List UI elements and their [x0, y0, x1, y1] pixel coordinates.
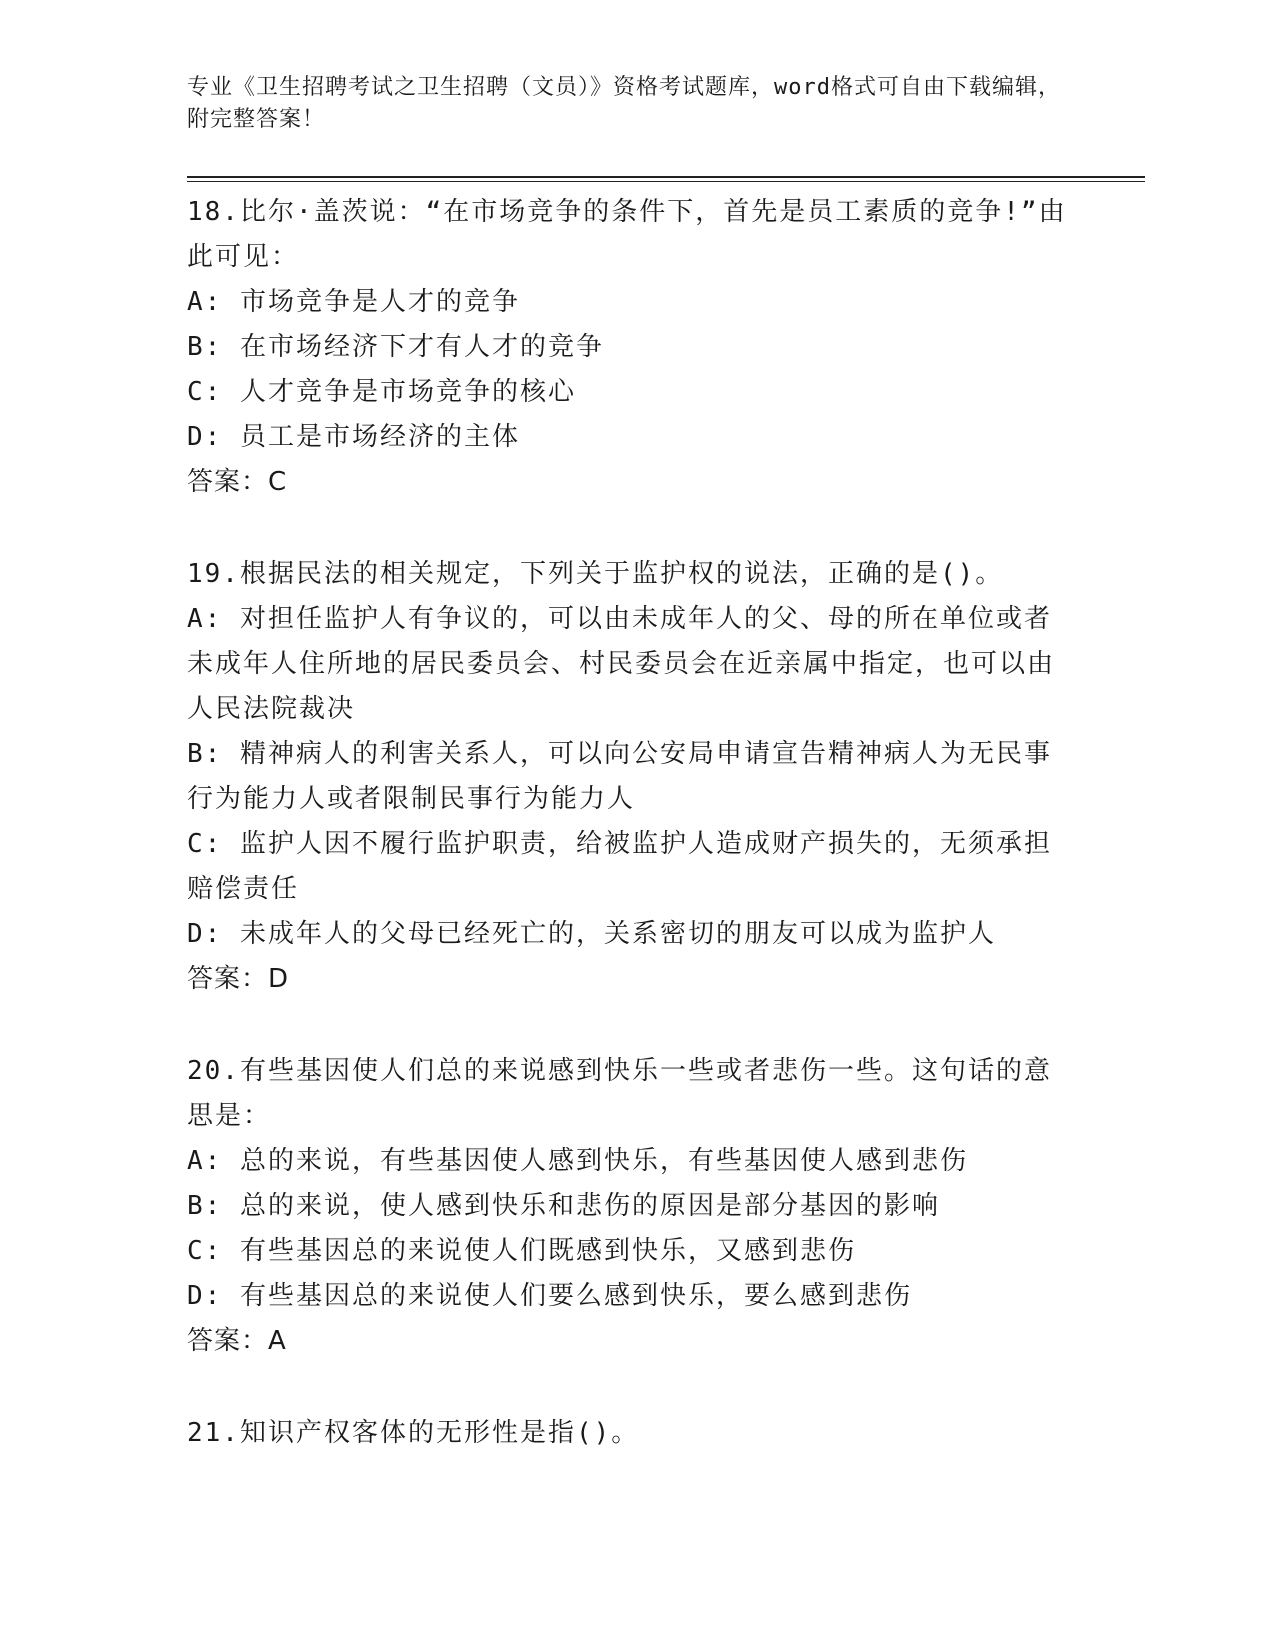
question-stem: 18.比尔·盖茨说：“在市场竞争的条件下，首先是员工素质的竞争!”由此可见： — [187, 197, 1067, 272]
question-21 — [187, 1411, 1067, 1456]
option-a: A: 市场竞争是人才的竞争 — [187, 287, 520, 317]
question-list — [187, 190, 1067, 1503]
answer-label: 答案：A — [187, 1326, 287, 1356]
question-20 — [187, 1049, 1067, 1364]
answer-label: 答案：D — [187, 964, 290, 994]
option-b: B: 总的来说，使人感到快乐和悲伤的原因是部分基因的影响 — [187, 1191, 940, 1221]
question-19 — [187, 552, 1067, 1002]
document-header: 专业《卫生招聘考试之卫生招聘（文员）》资格考试题库，word格式可自由下载编辑，附完整答案！ — [187, 75, 1061, 132]
option-d: D: 员工是市场经济的主体 — [187, 422, 520, 452]
option-d: D: 有些基因总的来说使人们要么感到快乐，要么感到悲伤 — [187, 1281, 912, 1311]
option-c: C: 人才竞争是市场竞争的核心 — [187, 377, 576, 407]
option-b: B: 精神病人的利害关系人，可以向公安局申请宣告精神病人为无民事行为能力人或者限制民事行为能力人 — [187, 739, 1052, 814]
option-c: C: 监护人因不履行监护职责，给被监护人造成财产损失的，无须承担赔偿责任 — [187, 829, 1052, 904]
answer-label: 答案：C — [187, 467, 288, 497]
header-divider-thick — [187, 176, 1145, 178]
option-b: B: 在市场经济下才有人才的竞争 — [187, 332, 604, 362]
question-18 — [187, 190, 1067, 505]
header-divider-thin — [187, 181, 1145, 182]
option-c: C: 有些基因总的来说使人们既感到快乐，又感到悲伤 — [187, 1236, 856, 1266]
question-stem: 21.知识产权客体的无形性是指()。 — [187, 1418, 640, 1448]
option-d: D: 未成年人的父母已经死亡的，关系密切的朋友可以成为监护人 — [187, 919, 996, 949]
option-a: A: 对担任监护人有争议的，可以由未成年人的父、母的所在单位或者未成年人住所地的居民委员会、村民委员会在近亲属中指定，也可以由人民法院裁决 — [187, 604, 1056, 724]
question-stem: 20.有些基因使人们总的来说感到快乐一些或者悲伤一些。这句话的意思是： — [187, 1056, 1052, 1131]
question-stem: 19.根据民法的相关规定，下列关于监护权的说法，正确的是()。 — [187, 559, 1004, 589]
option-a: A: 总的来说，有些基因使人感到快乐，有些基因使人感到悲伤 — [187, 1146, 968, 1176]
